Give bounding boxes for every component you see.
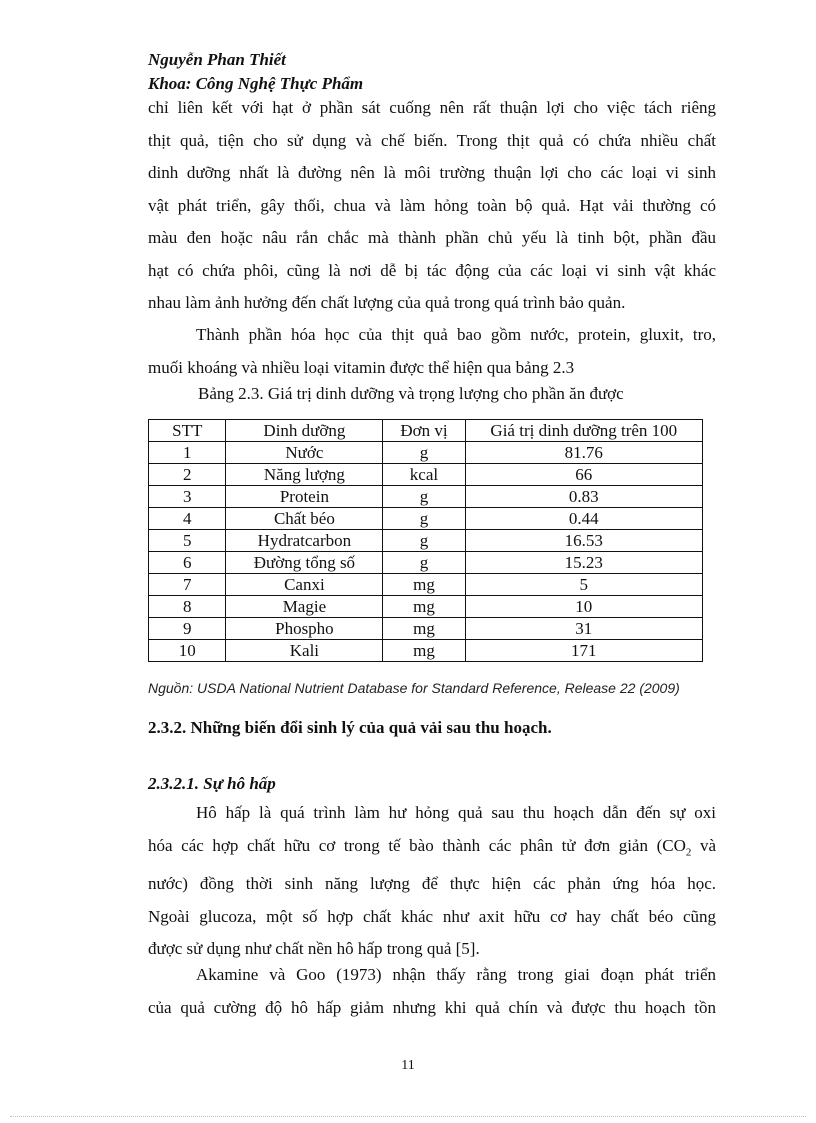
cell-stt: 3 (149, 486, 226, 508)
cell-nutrient: Kali (226, 640, 383, 662)
cell-stt: 1 (149, 442, 226, 464)
section-heading: 2.3.2. Những biến đổi sinh lý của quả vải sau thu hoạch. (148, 718, 552, 737)
cell-nutrient: Nước (226, 442, 383, 464)
table-row (149, 596, 703, 618)
text-line: của quả cường độ hô hấp giảm nhưng khi quả chín và được thu hoạch tồn (148, 997, 716, 1017)
cell-value: 81.76 (465, 442, 702, 464)
cell-unit: g (383, 486, 465, 508)
cell-stt: 9 (149, 618, 226, 640)
paragraph-composition (148, 319, 716, 384)
column-header-nutrient: Dinh dưỡng (226, 420, 383, 442)
cell-value: 0.83 (465, 486, 702, 508)
table-source: Nguồn: USDA National Nutrient Database for Standard Reference, Release 22 (2009) (148, 680, 680, 696)
paragraph-akamine (148, 959, 716, 1024)
page-header (148, 48, 363, 96)
table-header-row (149, 420, 703, 442)
cell-stt: 7 (149, 574, 226, 596)
text-line: nhau làm ảnh hưởng đến chất lượng của quả trong quá trình bảo quản. (148, 293, 626, 312)
table-row (149, 640, 703, 662)
cell-nutrient: Protein (226, 486, 383, 508)
table-row (149, 618, 703, 640)
faculty-name: Khoa: Công Nghệ Thực Phẩm (148, 74, 364, 93)
text-line: hạt có chứa phôi, cũng là nơi dễ bị tác động của các loại vi sinh vật khác (148, 260, 716, 280)
cell-unit: kcal (383, 464, 465, 486)
cell-value: 0.44 (465, 508, 702, 530)
cell-stt: 5 (149, 530, 226, 552)
cell-stt: 10 (149, 640, 226, 662)
cell-unit: g (383, 508, 465, 530)
table-row (149, 508, 703, 530)
text-line: màu đen hoặc nâu rắn chắc mà thành phần chủ yếu là tinh bột, phần đầu (148, 228, 716, 247)
cell-unit: mg (383, 596, 465, 618)
text-line: nước) đồng thời sinh năng lượng để thực hiện các phản ứng hóa học. (148, 874, 716, 894)
cell-unit: g (383, 530, 465, 552)
cell-unit: mg (383, 574, 465, 596)
cell-stt: 4 (149, 508, 226, 530)
text-line: Hô hấp là quá trình làm hư hỏng quả sau thu hoạch dẫn đến sự oxi (196, 803, 716, 822)
column-header-value: Giá trị dinh dưỡng trên 100 (465, 420, 702, 442)
text-line: thịt quả, tiện cho sử dụng và chế biến. Trong thịt quả có chứa nhiều chất (148, 130, 716, 150)
text-line: Ngoài glucoza, một số hợp chất khác như axit hữu cơ hay chất béo cũng (148, 906, 716, 926)
cell-unit: mg (383, 640, 465, 662)
text-line: dinh dưỡng nhất là đường nên là môi trường thuận lợi cho các loại vi sinh (148, 163, 716, 182)
paragraph-respiration (148, 797, 716, 966)
table-row (149, 464, 703, 486)
text-line: Akamine và Goo (1973) nhận thấy rằng trong giai đoạn phát triển (196, 965, 716, 984)
text-line: chỉ liên kết với hạt ở phần sát cuống nên rất thuận lợi cho việc tách riêng (148, 98, 716, 117)
cell-unit: g (383, 552, 465, 574)
cell-nutrient: Phospho (226, 618, 383, 640)
text-line: muối khoáng và nhiều loại vitamin được thể hiện qua bảng 2.3 (148, 357, 575, 377)
cell-nutrient: Đường tổng số (226, 552, 383, 574)
page-number: 11 (401, 1058, 415, 1073)
cell-nutrient: Hydratcarbon (226, 530, 383, 552)
cell-stt: 8 (149, 596, 226, 618)
column-header-stt: STT (149, 420, 226, 442)
cell-value: 15.23 (465, 552, 702, 574)
text-line: Thành phần hóa học của thịt quả bao gồm nước, protein, gluxit, tro, (196, 325, 716, 344)
author-name: Nguyễn Phan Thiết (148, 50, 286, 69)
cell-stt: 2 (149, 464, 226, 486)
cell-nutrient: Năng lượng (226, 464, 383, 486)
cell-unit: mg (383, 618, 465, 640)
cell-unit: g (383, 442, 465, 464)
cell-value: 66 (465, 464, 702, 486)
cell-stt: 6 (149, 552, 226, 574)
page-bottom-divider (10, 1116, 806, 1117)
paragraph-fruit-description (148, 92, 716, 320)
nutrition-table (148, 419, 703, 662)
text-fragment: hóa các hợp chất hữu cơ trong tế bào thành các phân tử đơn giản (CO (148, 835, 686, 855)
text-line: được sử dụng như chất nền hô hấp trong quả [5]. (148, 939, 480, 959)
table-row (149, 574, 703, 596)
table-row (149, 486, 703, 508)
cell-value: 5 (465, 574, 702, 596)
cell-value: 16.53 (465, 530, 702, 552)
cell-nutrient: Canxi (226, 574, 383, 596)
subscript-2: 2 (685, 845, 692, 858)
cell-value: 31 (465, 618, 702, 640)
text-line-co2 (148, 830, 716, 869)
table-row (149, 442, 703, 464)
cell-nutrient: Magie (226, 596, 383, 618)
table-caption: Bảng 2.3. Giá trị dinh dưỡng và trọng lượng cho phần ăn được (198, 384, 624, 403)
text-line: vật phát triển, gây thối, chua và làm hỏng toàn bộ quả. Hạt vải thường có (148, 195, 716, 215)
table-row (149, 552, 703, 574)
table-row (149, 530, 703, 552)
cell-value: 10 (465, 596, 702, 618)
cell-nutrient: Chất béo (226, 508, 383, 530)
text-fragment: và (691, 835, 717, 855)
cell-value: 171 (465, 640, 702, 662)
subsection-heading: 2.3.2.1. Sự hô hấp (148, 774, 276, 793)
column-header-unit: Đơn vị (383, 420, 465, 442)
